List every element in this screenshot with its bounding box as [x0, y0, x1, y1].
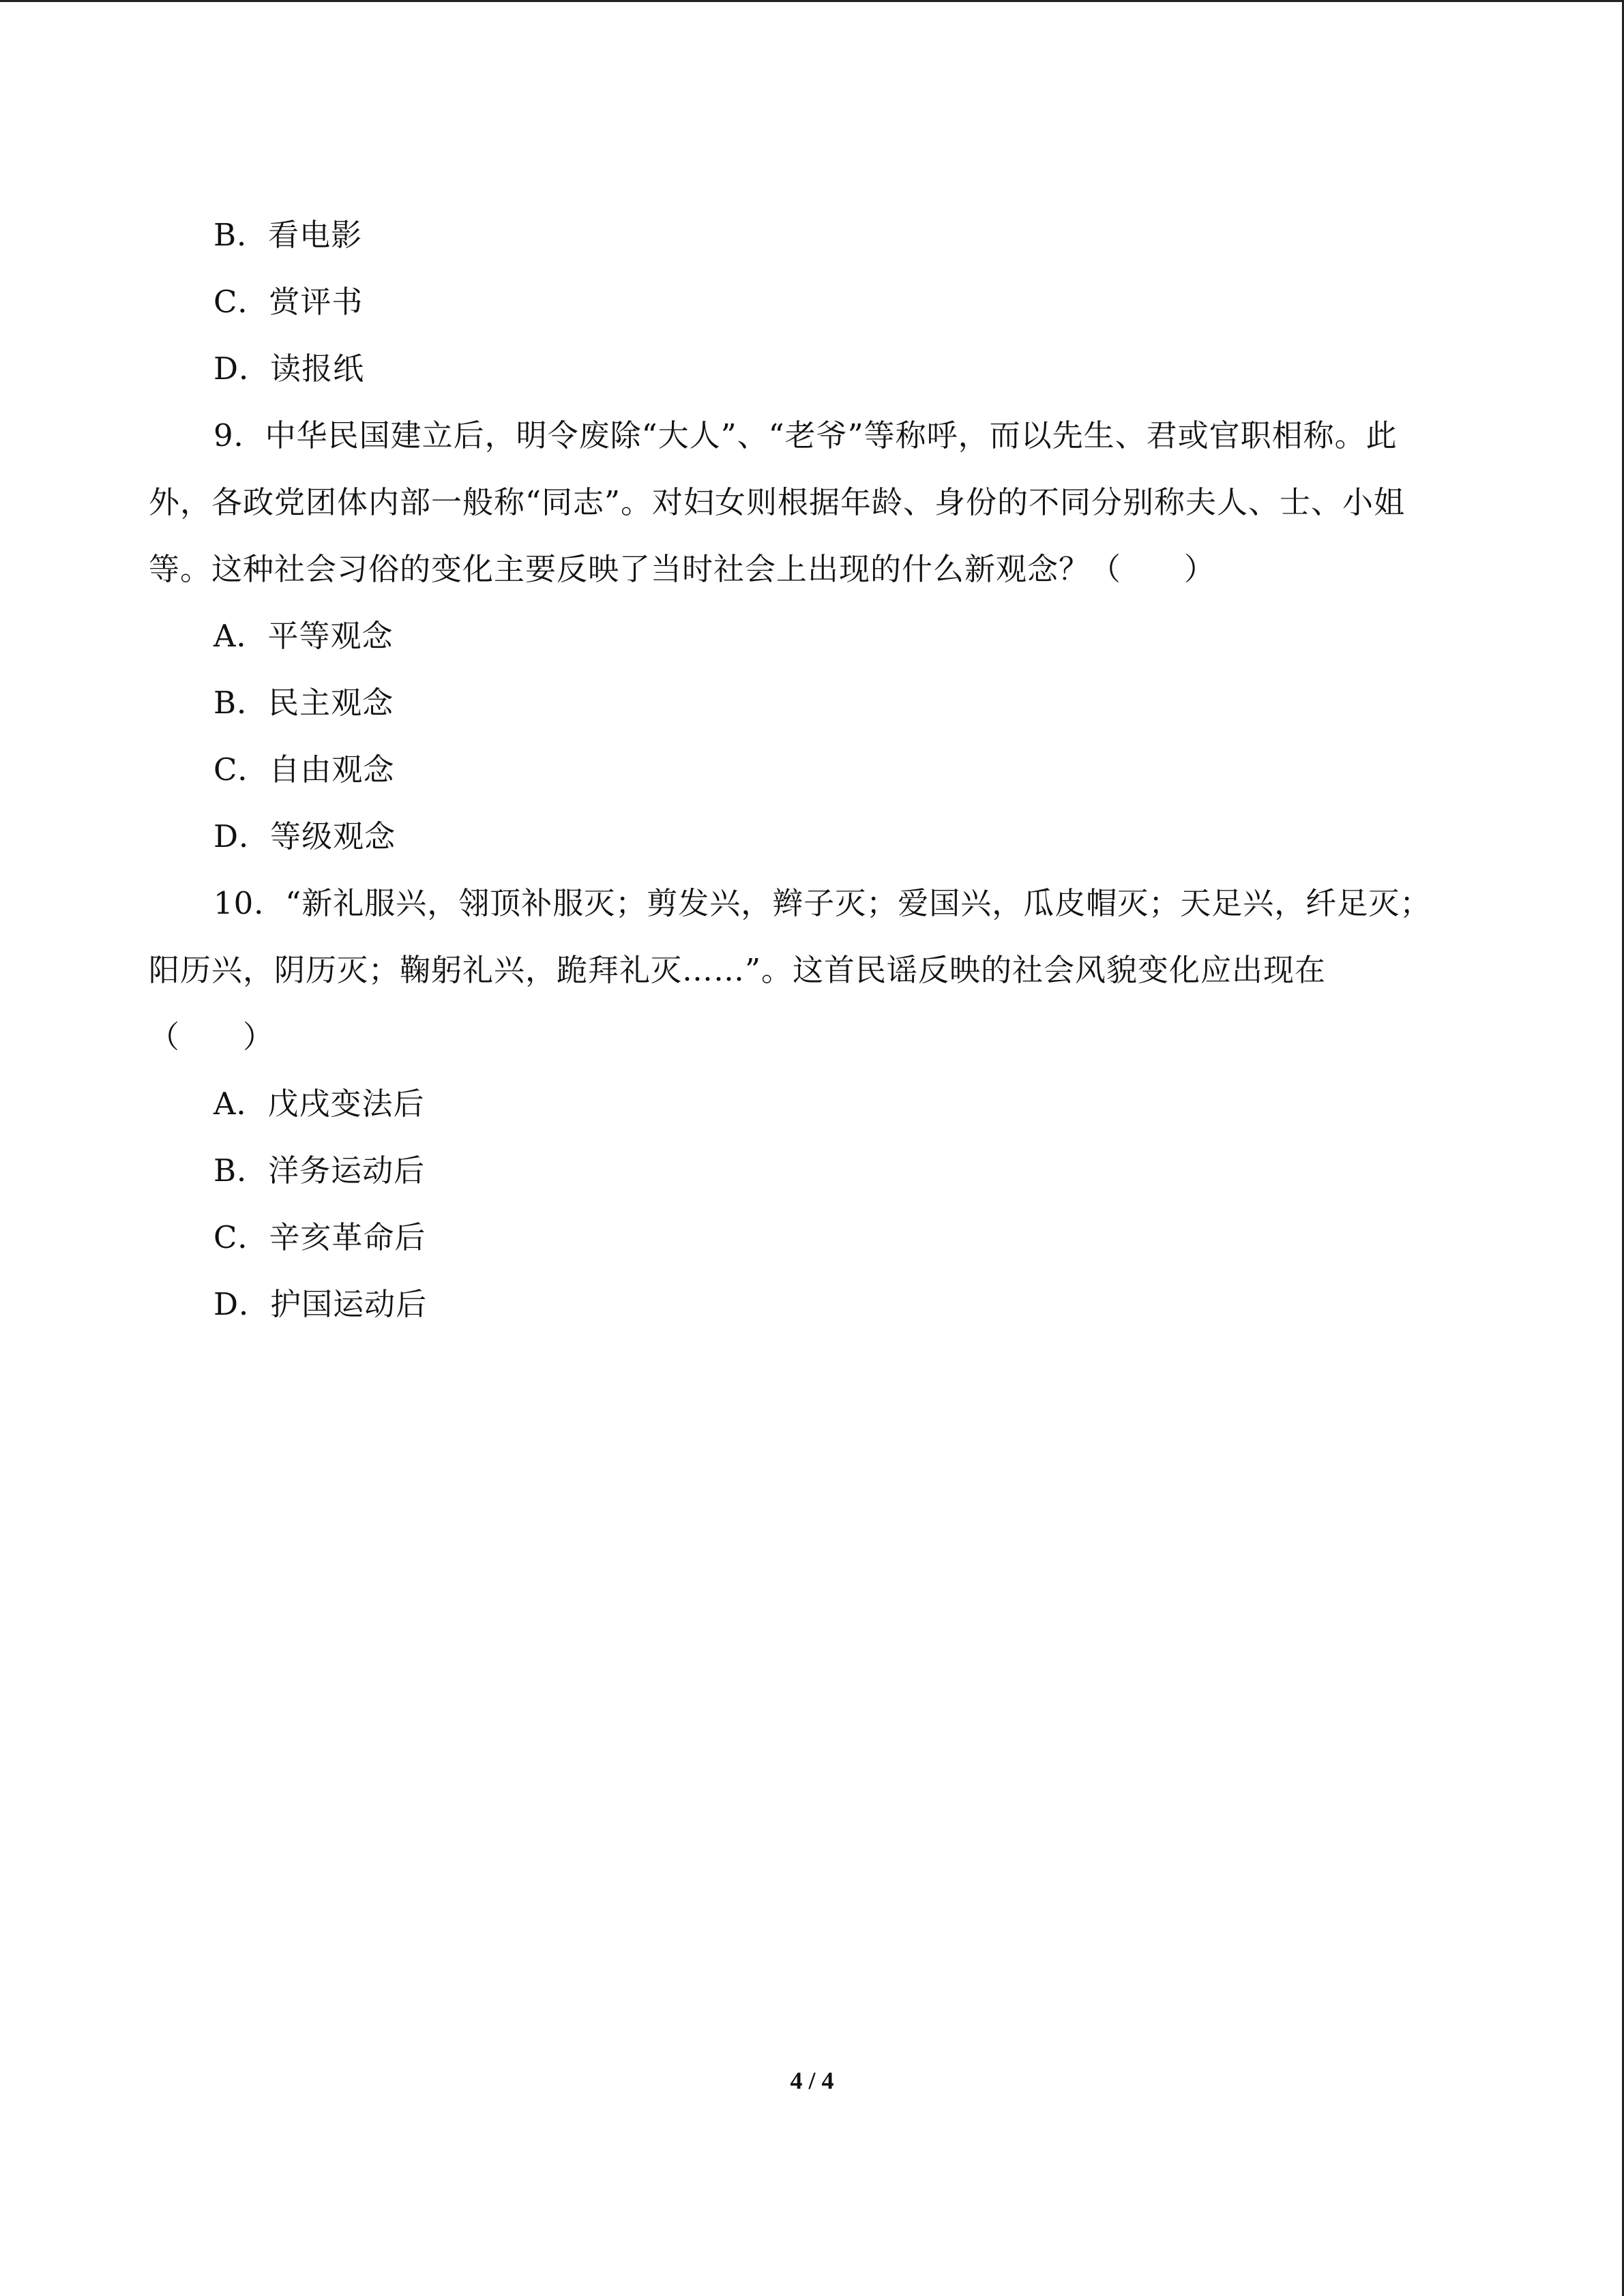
- question-9: [149, 402, 1475, 870]
- q10-stem-line-1: 10．“新礼服兴，翎顶补服灭；剪发兴，辫子灭；爱国兴，瓜皮帽灭；天足兴，纤足灭；: [213, 885, 1432, 921]
- q10-option-a: A．戊戌变法后: [213, 1086, 425, 1122]
- q10-stem-line-3: （ ）: [149, 1019, 275, 1055]
- q9-option-c: C．自由观念: [213, 751, 395, 788]
- q9-option-b: B．民主观念: [213, 685, 394, 721]
- question-10: [149, 870, 1475, 1338]
- page-number: 4 / 4: [790, 2067, 834, 2094]
- q9-option-d: D．等级观念: [213, 818, 396, 854]
- q8-option-c: C．赏评书: [213, 284, 364, 320]
- document-body: [149, 202, 1475, 1338]
- question-8-options: [149, 202, 1475, 402]
- q10-option-c: C．辛亥革命后: [213, 1219, 426, 1255]
- q8-option-d: D．读报纸: [213, 351, 365, 387]
- q9-stem-line-2: 外，各政党团体内部一般称“同志”。对妇女则根据年龄、身份的不同分别称夫人、士、小姐: [149, 484, 1406, 520]
- q10-option-d: D．护国运动后: [213, 1286, 428, 1322]
- q9-option-a: A．平等观念: [213, 618, 394, 654]
- q8-option-b: B．看电影: [213, 217, 363, 253]
- q9-stem-line-1: 9．中华民国建立后，明令废除“大人”、“老爷”等称呼，而以先生、君或官职相称。此: [213, 417, 1398, 453]
- q10-stem-line-2: 阳历兴，阴历灭；鞠躬礼兴，跪拜礼灭……”。这首民谣反映的社会风貌变化应出现在: [149, 952, 1327, 988]
- q9-stem-line-3: 等。这种社会习俗的变化主要反映了当时社会上出现的什么新观念？（ ）: [149, 551, 1216, 587]
- q10-option-b: B．洋务运动后: [213, 1152, 426, 1189]
